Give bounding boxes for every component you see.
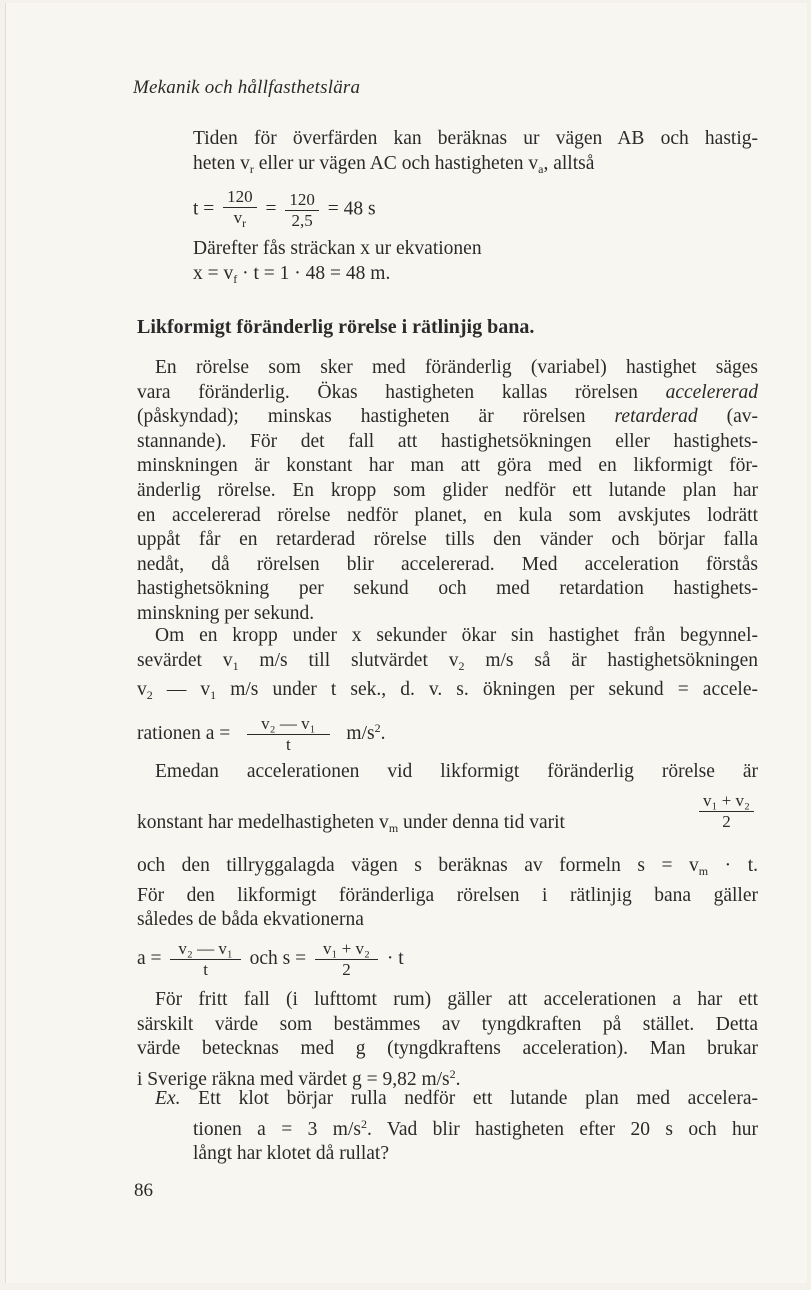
text-line: $x = v_f \cdot t = 1 \cdot 48 = 48$ m. <box>193 262 391 286</box>
text-line: tionen a = 3 $m/s^2$. Vad blir hastigheten efter 20 s och hur <box>193 1116 758 1140</box>
text-line: i Sverige räkna med värdet g = 9,82 $m/s^2$. <box>137 1066 461 1090</box>
book-page <box>5 3 807 1283</box>
text-line: En rörelse som sker med föränderlig (variabel) hastighet säges <box>155 357 758 378</box>
text-line: nedåt, då rörelsen blir accelererad. Med acceleration förstås <box>137 553 758 575</box>
text-line: särskilt värde som bestämmes av tyngdkraften på stället. Detta <box>137 1013 758 1035</box>
text-line: heten $v_r$ eller ur vägen AC och hastigheten $v_a$, alltså <box>193 152 595 176</box>
fraction: $\frac{120}{v_r}$ <box>223 187 257 233</box>
fraction: $\frac{\text{v₂ — v₁}}{t}$ <box>170 939 240 980</box>
text-line: värde betecknas med g (tyngdkraftens acceleration). Man brukar <box>137 1038 758 1060</box>
text-line: För fritt fall (i lufttomt rum) gäller att accelerationen a har ett <box>155 989 758 1010</box>
text-line: Tiden för överfärden kan beräknas ur vägen AB och hastig- <box>193 128 758 149</box>
text-line: Om en kropp under x sekunder ökar sin hastighet från begynnel- <box>155 625 758 646</box>
text-line: stannande). För det fall att hastighetsökningen eller hastighets- <box>137 430 758 452</box>
fraction: $\frac{\text{v₁ + v₂}}{2}$ <box>315 939 378 980</box>
text-line: Därefter fås sträckan x ur ekvationen <box>193 238 482 260</box>
fraction: $\frac{120}{2,5}$ <box>285 190 319 231</box>
section-heading: Likformigt föränderlig rörelse i rätlinjig bana. <box>137 316 535 338</box>
text-line: således de båda ekvationerna <box>137 909 364 931</box>
text-line: För den likformigt föränderliga rörelsen i rätlinjig bana gäller <box>137 884 758 906</box>
equation-t: t = $\frac{120}{v_r}$ = $\frac{120}{2,5}$ = 48 s <box>193 187 758 233</box>
text-line: konstant har medelhastigheten $v_m$ under denna tid varit $\frac{\text{v₁ + v₂}}{2}$ <box>137 811 758 841</box>
text-line: och den tillryggalagda vägen s beräknas av formeln $s = v_m \cdot t$. <box>137 855 758 879</box>
text-line: minskningen är konstant har man att göra med en likformigt för- <box>137 455 758 477</box>
text-line: uppåt får en retarderad rörelse tills den vänder och börjar falla <box>137 529 758 551</box>
intro-block <box>193 127 758 291</box>
text-line: sevärdet $v_1$ m/s till slutvärdet $v_2$ m/s så är hastighetsökningen <box>137 649 758 673</box>
example-block <box>155 1087 758 1167</box>
page-number: 86 <box>134 1180 153 1201</box>
text-line: långt har klotet då rullat? <box>193 1143 390 1165</box>
text-line: änderlig rörelse. En kropp som glider nedför ett lutande plan har <box>137 479 758 501</box>
example-label: Ex. <box>155 1088 181 1109</box>
paragraph-2 <box>137 624 758 755</box>
text-line: (påskyndad); minskas hastigheten är rörelsen retarderad (av- <box>137 406 758 428</box>
paragraph-1 <box>137 356 758 627</box>
fraction: $\frac{\text{v₂ — v₁}}{t}$ <box>247 714 329 755</box>
text-line: Ex. Ett klot börjar rulla nedför ett lutande plan med accelera- <box>155 1088 759 1109</box>
equation-pair: a = $\frac{\text{v₂ — v₁}}{t}$ och s = $\frac{\text{v₁ + v₂}}{2}$ · t <box>137 938 404 979</box>
text-line: minskning per sekund. <box>137 602 315 624</box>
text-line: $v_2$ — $v_1$ m/s under t sek., d. v. s. ökningen per sekund = accele- <box>137 679 758 703</box>
text-line: Emedan accelerationen vid likformigt föränderlig rörelse är <box>155 761 758 782</box>
paragraph-4 <box>137 988 758 1092</box>
fraction: $\frac{\text{v₁ + v₂}}{2}$ <box>699 791 754 832</box>
paragraph-3 <box>137 760 758 980</box>
running-head: Mekanik och hållfasthetslära <box>133 77 361 98</box>
text-line: hastighetsökning per sekund och med retardation hastighets- <box>137 578 758 600</box>
equation-acceleration: rationen a = $\frac{\text{v₂ — v₁}}{t}$ $m/s^2$. <box>137 713 386 754</box>
text-line: en accelererad rörelse nedför planet, en kula som avskjutes lodrätt <box>137 504 758 526</box>
text-line: vara föränderlig. Ökas hastigheten kallas rörelsen accelererad <box>137 381 758 403</box>
